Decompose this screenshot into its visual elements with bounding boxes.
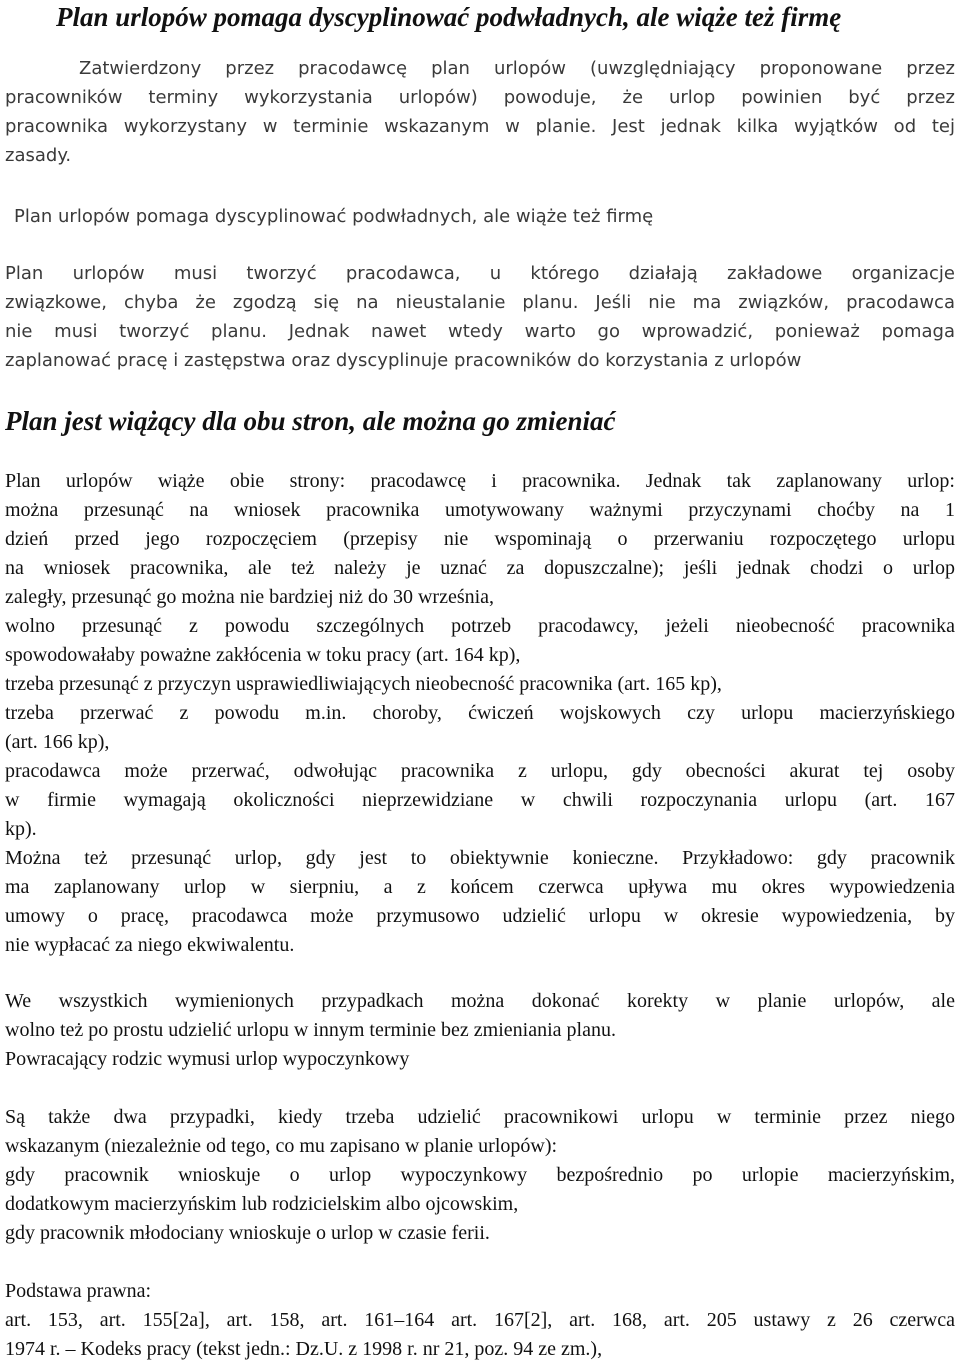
paragraph-line: Plan urlopów wiąże obie strony: pracodawcę i pracownika. Jednak tak zaplanowany urlop: [5,470,955,492]
intro-line: pracowników terminy wykorzystania urlopów) powoduje, że urlop powinien być przez [5,87,955,108]
paragraph-line: gdy pracownik młodociany wnioskuje o urlop w czasie ferii. [5,1222,490,1244]
paragraph-line: ma zaplanowany urlop w sierpniu, a z końcem czerwca upływa mu okres wypowiedzenia [5,876,955,898]
intro-line: pracownika wykorzystany w terminie wskazanym w planie. Jest jednak kilka wyjątków od tej [5,116,955,137]
paragraph-line: w firmie wymagają okoliczności nieprzewidziane w chwili rozpoczynania urlopu (art. 167 [5,789,955,811]
legal-basis-line: art. 153, art. 155[2a], art. 158, art. 161–164 art. 167[2], art. 168, art. 205 ustawy z 26 czerwca [5,1309,955,1331]
paragraph-line: pracodawca może przerwać, odwołując pracownika z urlopu, gdy obecności akurat tej osoby [5,760,955,782]
paragraph-plan-required [5,259,955,375]
paragraph-line: wolno przesunąć z powodu szczególnych potrzeb pracodawcy, jeżeli nieobecność pracownika [5,615,955,637]
paragraph-line: wolno też po prostu udzielić urlopu w innym terminie bez zmieniania planu. [5,1019,616,1041]
paragraph-line: We wszystkich wymienionych przypadkach można dokonać korekty w planie urlopów, ale [5,990,955,1012]
paragraph-line: Plan urlopów musi tworzyć pracodawca, u którego działają zakładowe organizacje [5,263,955,284]
paragraph-line: na wniosek pracownika, ale też należy je uznać za dopuszczalne); jeśli jednak chodzi o urlop [5,557,955,579]
paragraph-line: trzeba przesunąć z przyczyn usprawiedliwiających nieobecność pracownika (art. 165 kp), [5,673,722,695]
paragraph-line: (art. 166 kp), [5,731,110,753]
paragraph-line: związkowe, chyba że zgodzą się na nieustalanie planu. Jeśli nie ma związków, pracodawca [5,292,955,313]
paragraph-line: dodatkowym macierzyńskim lub rodzicielskim albo ojcowskim, [5,1193,519,1215]
paragraph-line: nie musi tworzyć planu. Jednak nawet wtedy warto go wprowadzić, ponieważ pomaga [5,321,955,342]
paragraph-corrections [5,987,955,1074]
paragraph-line: Można też przesunąć urlop, gdy jest to obiektywnie konieczne. Przykładowo: gdy pracownik [5,847,955,869]
paragraph-line: spowodowałaby poważne zakłócenia w toku pracy (art. 164 kp), [5,644,521,666]
paragraph-plan-binding [5,467,955,960]
subtitle [14,202,960,231]
subtitle-text: Plan urlopów pomaga dyscyplinować podwładnych, ale wiąże też firmę [14,206,654,227]
page-title: Plan urlopów pomaga dyscyplinować podwładnych, ale wiąże też firmę [56,2,842,32]
paragraph-line: trzeba przerwać z powodu m.in. choroby, ćwiczeń wojskowych czy urlopu macierzyńskiego [5,702,955,724]
intro-line: Zatwierdzony przez pracodawcę plan urlopów (uwzględniający proponowane przez [79,58,955,79]
paragraph-line: zaplanować pracę i zastępstwa oraz dyscyplinuje pracowników do korzystania z urlopów [5,350,802,371]
paragraph-line: Powracający rodzic wymusi urlop wypoczynkowy [5,1048,410,1070]
paragraph-line: kp). [5,818,37,840]
paragraph-line: można przesunąć na wniosek pracownika umotywowany ważnymi przyczynami choćby na 1 [5,499,955,521]
legal-basis-label: Podstawa prawna: [5,1280,152,1302]
paragraph-line: nie wypłacać za niego ekwiwalentu. [5,934,295,956]
section-heading: Plan jest wiążący dla obu stron, ale można go zmieniać [5,406,616,436]
paragraph-line: wskazanym (niezależnie od tego, co mu zapisano w planie urlopów): [5,1135,558,1157]
paragraph-line: dzień przed jego rozpoczęciem (przepisy nie wspominają o przerwaniu rozpoczętego urlopu [5,528,955,550]
legal-basis [5,1277,955,1364]
intro-line: zasady. [5,145,72,166]
paragraph-line: gdy pracownik wnioskuje o urlop wypoczynkowy bezpośrednio po urlopie macierzyńskim, [5,1164,955,1186]
legal-basis-line: 1974 r. – Kodeks pracy (tekst jedn.: Dz.U. z 1998 r. nr 21, poz. 94 ze zm.), [5,1338,603,1360]
paragraph-line: zaległy, przesunąć go można nie bardziej niż do 30 września, [5,586,495,608]
paragraph-line: Są także dwa przypadki, kiedy trzeba udzielić pracownikowi urlopu w terminie przez niego [5,1106,955,1128]
paragraph-line: umowy o pracę, pracodawca może przymusowo udzielić urlopu w okresie wypowiedzenia, by [5,905,955,927]
intro-paragraph [5,54,955,170]
paragraph-two-cases [5,1103,955,1248]
